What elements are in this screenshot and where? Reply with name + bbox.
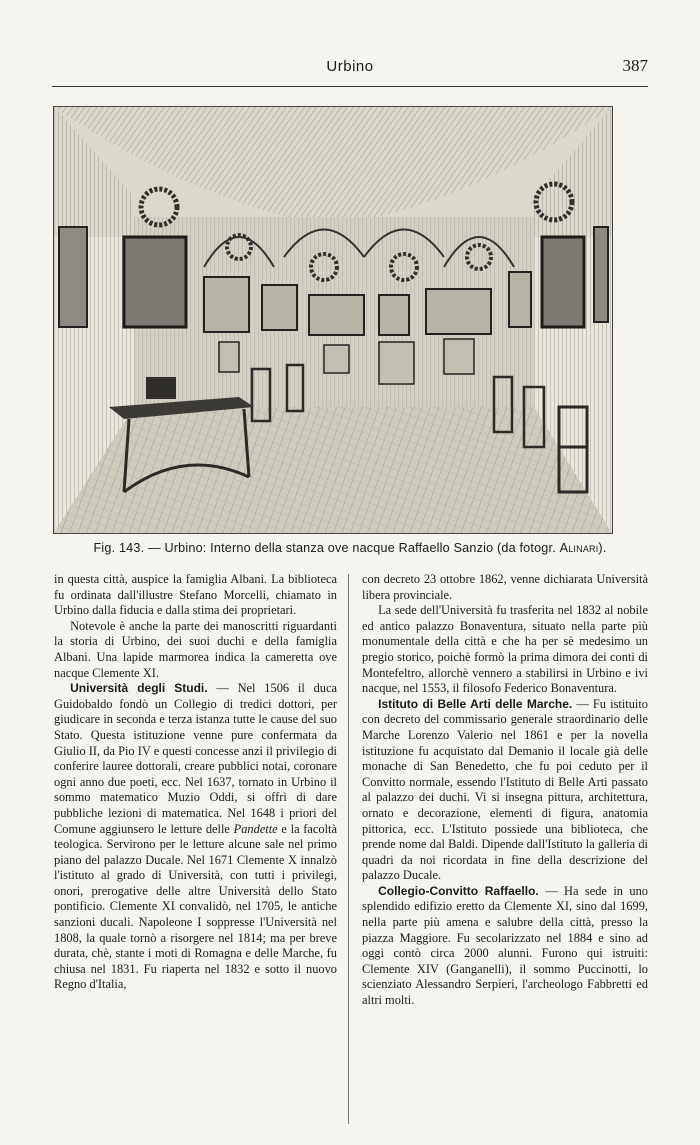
running-header: [52, 58, 648, 84]
italic-term: Pandette: [233, 821, 278, 836]
paragraph: con decreto 23 ottobre 1862, venne dichiarata Università libera provinciale.: [362, 572, 648, 602]
room-interior-engraving: [54, 107, 612, 533]
caption-label: Fig. 143. —: [93, 541, 161, 555]
paragraph: Notevole è anche la parte dei manoscritti riguardanti la storia di Urbino, dei suoi duchi e della famiglia Albani. Una lapide marmorea indica la cameretta ove nacque Clemente XI.: [54, 618, 337, 680]
body-text: [52, 572, 649, 1132]
column-divider: [348, 574, 349, 1124]
section-heading: Collegio-Convitto Raffaello.: [378, 883, 539, 898]
engraving-illustration: [53, 106, 613, 534]
header-rule: [52, 86, 648, 87]
page-number: 387: [622, 56, 648, 75]
figure-caption: [40, 541, 660, 555]
paragraph-collegio: [362, 884, 648, 1009]
paragraph-text: — Fu istituito con decreto del commissario generale straordinario delle Marche Lorenzo Valerio nel 1861 e per la novella istituzione fu acquistato dal Demanio il locale già delle monache di San Benedetto, che fu poi ceduto per il Convitto normale, essendo l'Istituto di Belle Arti passato al palazzo dei duchi. Vi si insegna pittura, architettura, ornato e decorazione, elementi di figura, anatomia pittorica, ecc. L'Istituto possiede una biblioteca, che prende nome dal Baldi. Dipende dall'Istituto la galleria di quadri da noi ricordata in fine della descrizione del palazzo Ducale.: [362, 696, 648, 883]
caption-text: Urbino: Interno della stanza ove nacque Raffaello Sanzio (da fotogr.: [164, 541, 556, 555]
paragraph-istituto: [362, 697, 648, 884]
left-column: [54, 572, 337, 993]
caption-credit: Alinari: [559, 541, 599, 555]
paragraph-text: — Nel 1506 il duca Guidobaldo fondò un Collegio di tredici dottori, per giudicare in seconda e terza istanza tutte le cause del suo Stato. Questa istituzione venne pure confermata da Giulio II, da Pio IV e questi concesse anzi il privilegio di conferire lauree dottorali, creare pubblici notai, coronare ogni anno due poeti, ecc. Nel 1637, tornato in Urbino il sommo matematico Muzio Oddi, si offrì di dare pubbliche lezioni di matematica. Nel 1648 i priori del Comune aggiunsero le letture delle: [54, 681, 337, 836]
paragraph: La sede dell'Università fu trasferita nel 1832 al nobile ed antico palazzo Bonaventura, situato nella parte più monumentale della città e che ha per sè medesimo un pregio storico, poichè formò la prima dimora dei conti di Montefeltro, allorchè vennero a stabilirsi in Urbino e ivi nacque, nel 1553, il filosofo Federico Bonaventura.: [362, 603, 648, 696]
section-heading: Università degli Studi.: [70, 681, 208, 696]
paragraph-text: — Ha sede in uno splendido edifizio eretto da Clemente XI, sino dal 1699, nella parte più amena e salubre della città, presso la piazza Maggiore. Fu secolarizzato nel 1884 e sino ad oggi contò circa 2000 alunni. Furono qui istruiti: Clemente XIV (Ganganelli), il sommo Puccinotti, lo scienziato Alessandro Serpieri, l'archeologo Fabbretti ed altri molti.: [362, 883, 648, 1008]
running-title: Urbino: [326, 58, 374, 75]
paragraph: in questa città, auspice la famiglia Albani. La biblioteca fu ordinata dall'illustre Stefano Morcelli, chiamato in Urbino dalla fiducia e dalla stima dei proprietari.: [54, 572, 337, 618]
section-heading: Istituto di Belle Arti delle Marche.: [378, 696, 573, 711]
paragraph-text: e la facoltà teologica. Servirono per le letture alcune sale nel primo piano del palazzo Ducale. Nel 1671 Clemente X innalzò l'istituto al grado di Università, con tutti i privilegi, onori, prerogative delle altre Università dello Stato pontificio. Clemente XI convalidò, nel 1705, le antiche sanzioni ducali. Napoleone I soppresse l'Università nel 1808, la quale tornò a risorgere nel 1814; ma per breve durata, chè, stante i moti di Romagna e delle Marche, fu chiusa nel 1831. Fu riaperta nel 1832 e sotto il nuovo Regno d'Italia,: [54, 821, 337, 992]
caption-close: ).: [598, 541, 607, 555]
paragraph-universita: [54, 681, 337, 993]
right-column: [362, 572, 648, 1009]
